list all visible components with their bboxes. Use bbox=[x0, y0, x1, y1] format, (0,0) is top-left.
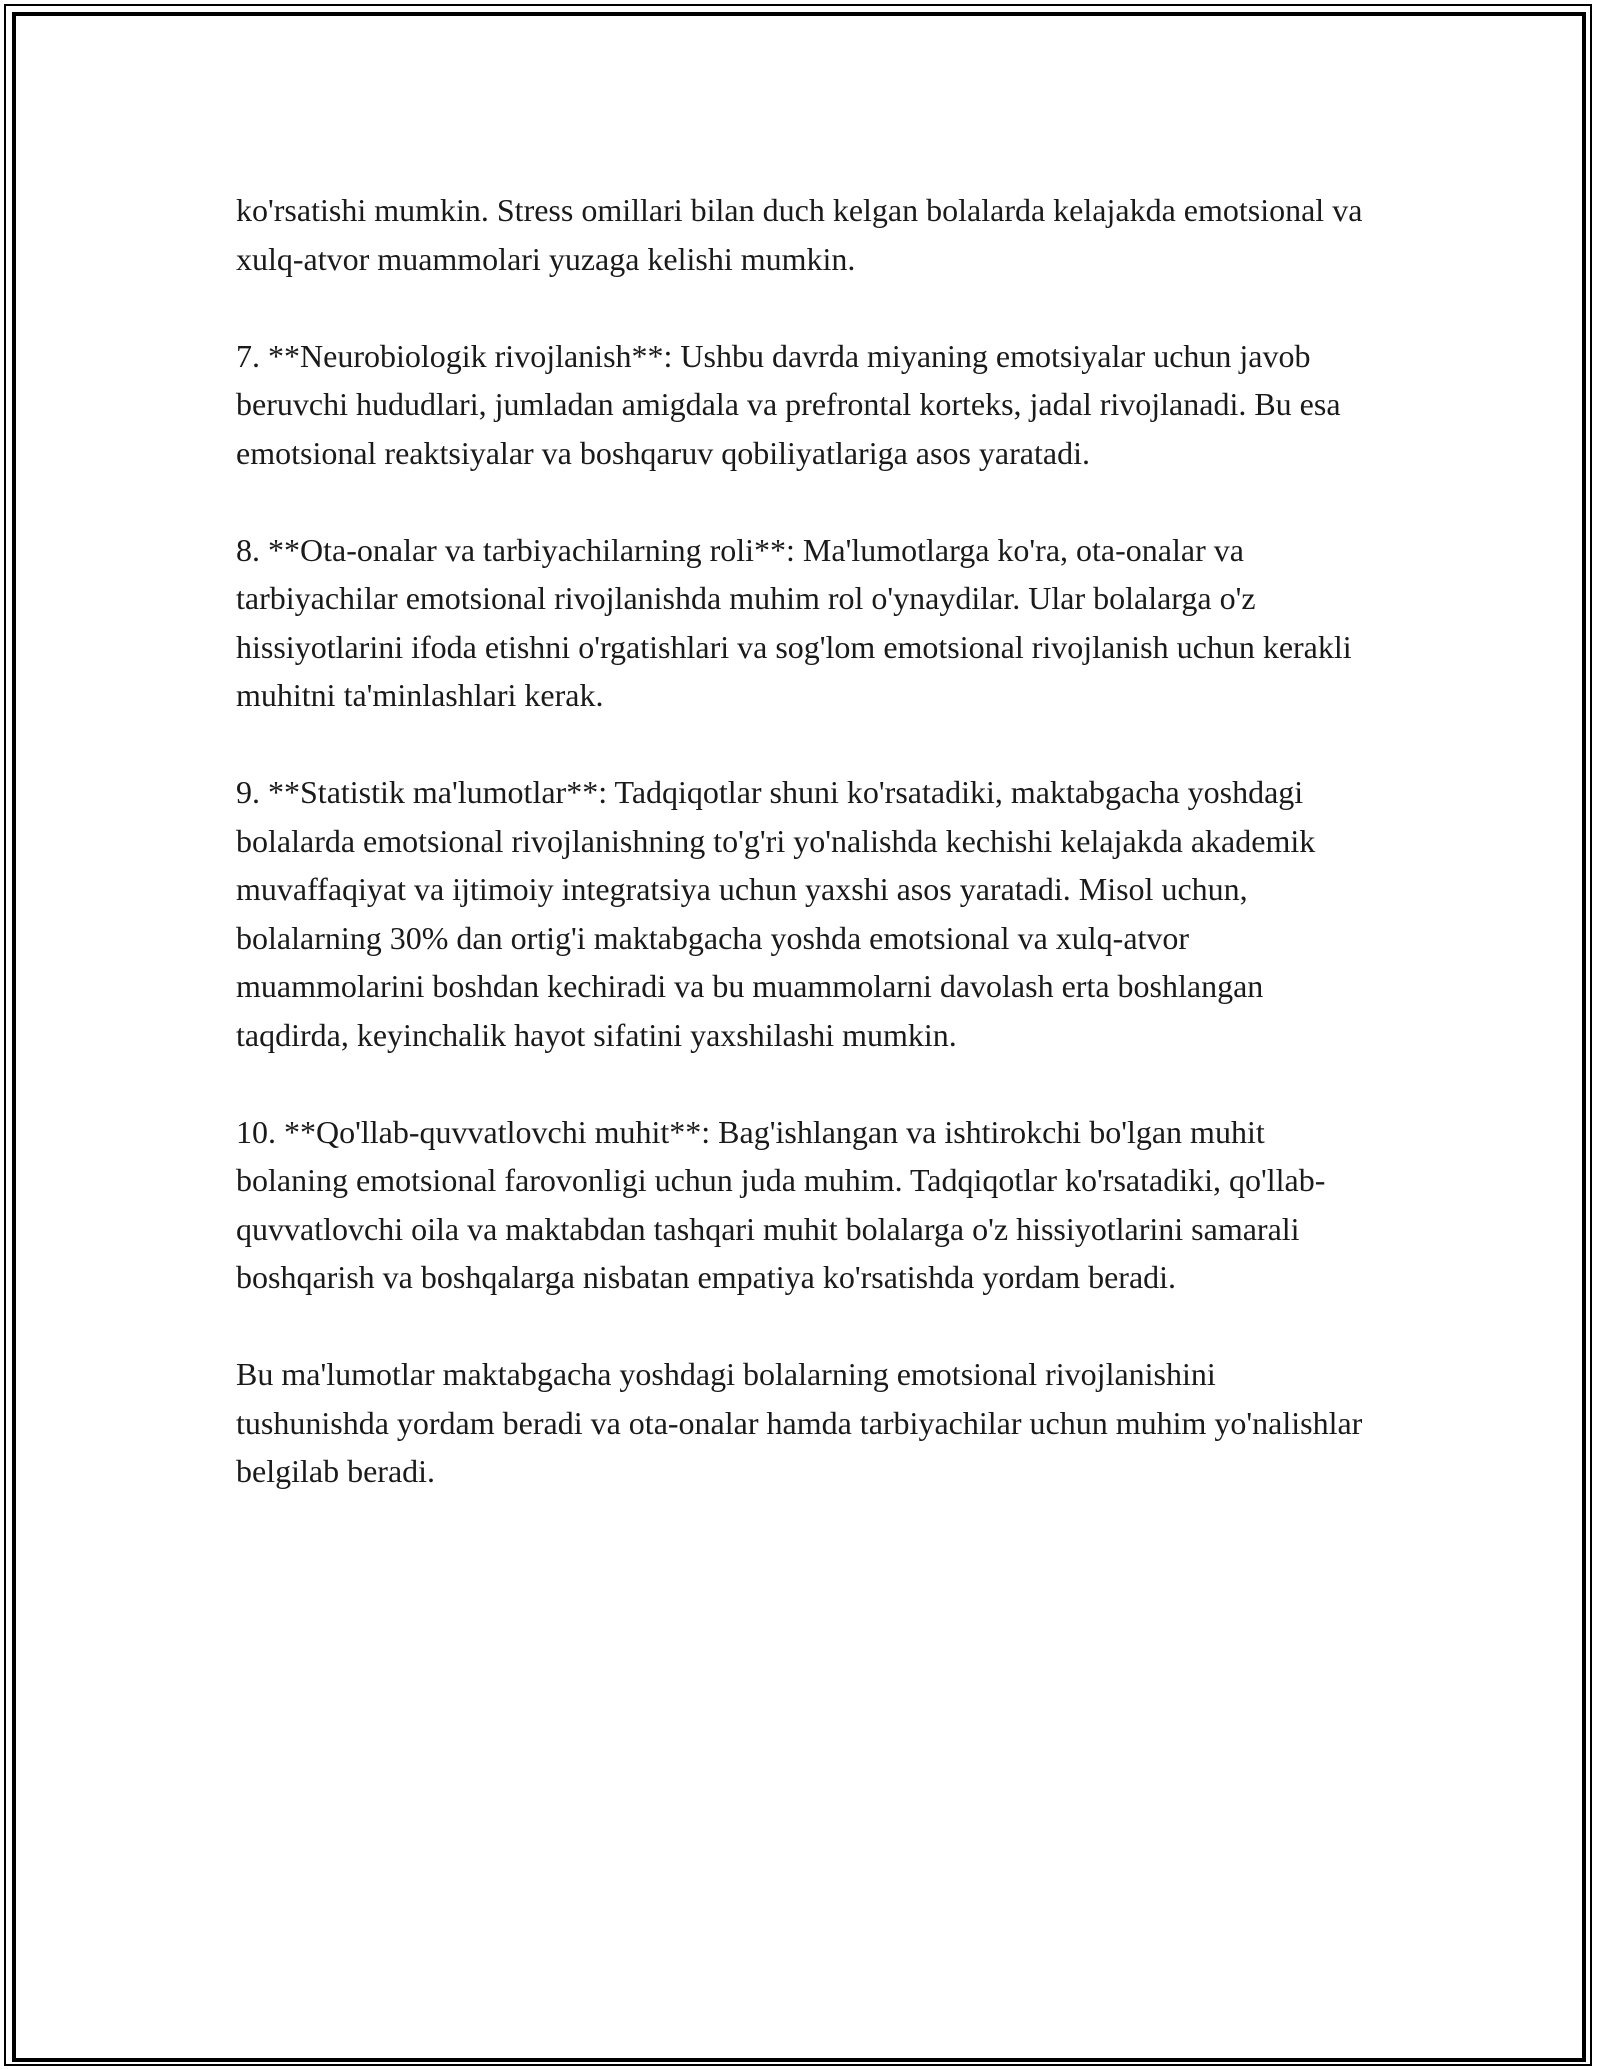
paragraph-item-7: 7. **Neurobiologik rivojlanish**: Ushbu davrda miyaning emotsiyalar uchun javob beruvchi hududlari, jumladan amigdala va prefrontal korteks, jadal rivojlanadi. Bu esa emotsional reaktsiyalar va boshqaruv qobiliyatlariga asos yaratadi. bbox=[236, 337, 1341, 471]
paragraph-item-9: 9. **Statistik ma'lumotlar**: Tadqiqotlar shuni ko'rsatadiki, maktabgacha yoshdagi bolalarda emotsional rivojlanishning to'g'ri yo'nalishda kechishi kelajakda akademik muvaffaqiyat va ijtimoiy integratsiya uchun yaxshi asos yaratadi. Misol uchun, bolalarning 30% dan ortig'i maktabgacha yoshda emotsional va xulq-atvor muammolarini boshdan kechiradi va bu muammolarni davolash erta boshlangan taqdirda, keyinchalik hayot sifatini yaxshilashi mumkin. bbox=[236, 774, 1316, 1053]
document-body bbox=[236, 186, 1366, 1496]
paragraph-conclusion: Bu ma'lumotlar maktabgacha yoshdagi bolalarning emotsional rivojlanishini tushunishda yordam beradi va ota-onalar hamda tarbiyachilar uchun muhim yo'nalishlar belgilab beradi. bbox=[236, 1356, 1363, 1489]
paragraph-item-8: 8. **Ota-onalar va tarbiyachilarning roli**: Ma'lumotlarga ko'ra, ota-onalar va tarbiyachilar emotsional rivojlanishda muhim rol o'ynaydilar. Ular bolalarga o'z hissiyotlarini ifoda etishni o'rgatishlari va sog'lom emotsional rivojlanish uchun kerakli muhitni ta'minlashlari kerak. bbox=[236, 531, 1352, 713]
paragraph-item-10: 10. **Qo'llab-quvvatlovchi muhit**: Bag'ishlangan va ishtirokchi bo'lgan muhit bolaning emotsional farovonligi uchun juda muhim. Tadqiqotlar ko'rsatadiki, qo'llab-quvvatlovchi oila va maktabdan tashqari muhit bolalarga o'z hissiyotlarini samarali boshqarish va boshqalarga nisbatan empatiya ko'rsatishda yordam beradi. bbox=[236, 1113, 1326, 1295]
paragraph-continuation: ko'rsatishi mumkin. Stress omillari bilan duch kelgan bolalarda kelajakda emotsional va xulq-atvor muammolari yuzaga kelishi mumkin. bbox=[236, 192, 1363, 277]
